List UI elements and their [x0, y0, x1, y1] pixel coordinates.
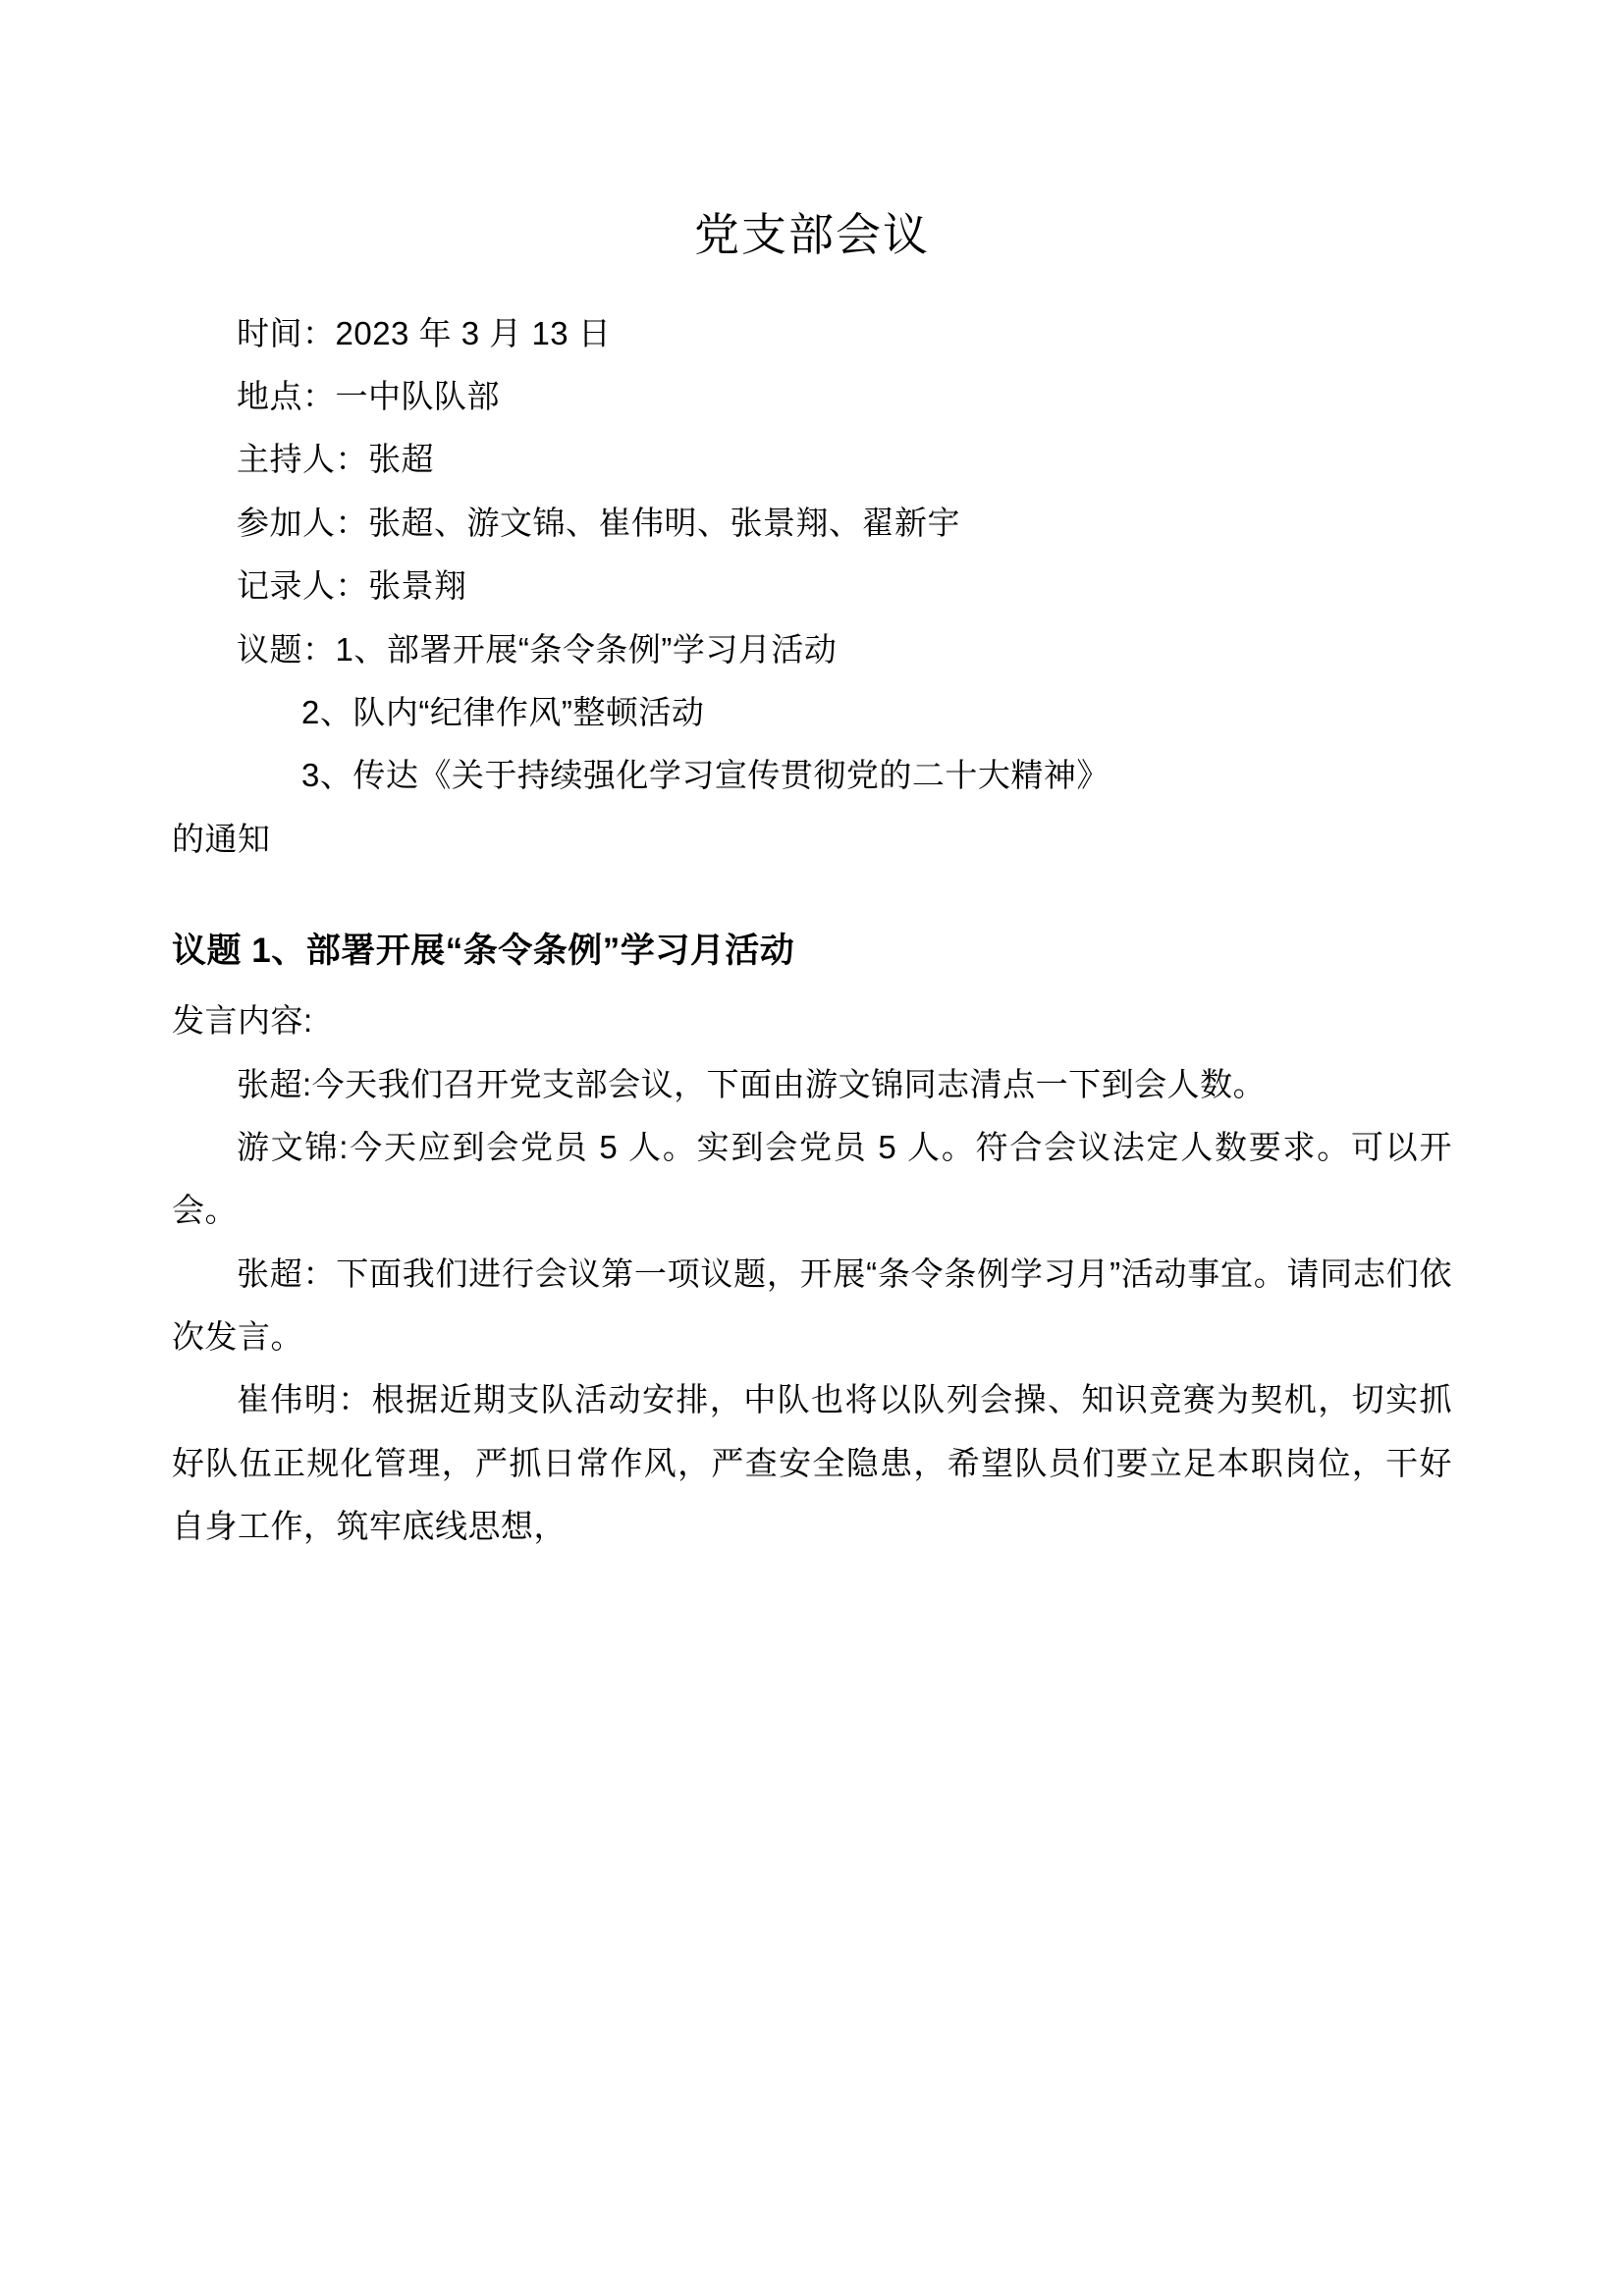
meta-line-participants: 参加人：张超、游文锦、崔伟明、张景翔、翟新宇 [237, 504, 960, 541]
speech-paragraph-zhangchao-1: 张超:今天我们召开党支部会议，下面由游文锦同志清点一下到会人数。 [237, 1065, 1267, 1102]
section-subheading-speech-content: 发言内容: [172, 1002, 313, 1040]
meta-line-host: 主持人：张超 [237, 441, 434, 478]
agenda-item-2: 2、队内“纪律作风”整顿活动 [301, 693, 705, 730]
speech-paragraph-youwenjin: 游文锦:今天应到会党员 5 人。实到会党员 5 人。符合会议法定人数要求。可以开会。 [172, 1129, 1452, 1229]
speech-paragraph-zhangchao-2: 张超：下面我们进行会议第一项议题，开展“条令条例学习月”活动事宜。请同志们依次发言。 [172, 1255, 1452, 1356]
agenda-item-1: 议题：1、部署开展“条令条例”学习月活动 [237, 630, 838, 667]
agenda-item-3-continuation: 的通知 [172, 820, 271, 857]
section-heading-agenda-1: 议题 1、部署开展“条令条例”学习月活动 [172, 931, 795, 970]
meta-line-location: 地点：一中队队部 [237, 378, 500, 415]
speech-paragraph-cuiweiming: 崔伟明：根据近期支队活动安排，中队也将以队列会操、知识竞赛为契机，切实抓好队伍正规化管理，严抓日常作风，严查安全隐患，希望队员们要立足本职岗位，干好自身工作，筑牢底线思想， [172, 1381, 1452, 1545]
agenda-item-3: 3、传达《关于持续强化学习宣传贯彻党的二十大精神》 [301, 757, 1110, 794]
page-title: 党支部会议 [694, 209, 930, 260]
meta-line-recorder: 记录人：张景翔 [237, 567, 467, 605]
meta-line-time: 时间：2023 年 3 月 13 日 [237, 314, 612, 351]
